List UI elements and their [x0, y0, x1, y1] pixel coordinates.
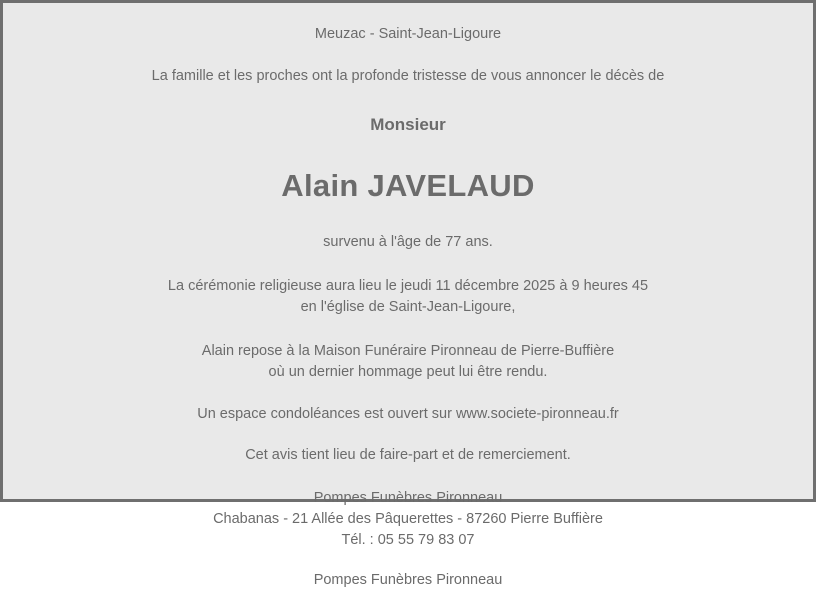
company-name-footer: Pompes Funèbres Pironneau: [313, 571, 503, 588]
thanks-text: Cet avis tient lieu de faire-part et de remerciement.: [245, 447, 571, 464]
repose-line-2: où un dernier hommage peut lui être rendu.: [268, 363, 548, 380]
ceremony-line-2: en l'église de Saint-Jean-Ligoure,: [300, 299, 516, 316]
civility-text: Monsieur: [370, 115, 446, 135]
age-text: survenu à l'âge de 77 ans.: [323, 233, 493, 250]
announcement-text: La famille et les proches ont la profonde tristesse de vous annoncer le décès de: [151, 67, 665, 84]
ceremony-block: [168, 276, 648, 318]
funeral-home-block: [213, 488, 603, 551]
repose-line-1: Alain repose à la Maison Funéraire Pironneau de Pierre-Buffière: [201, 342, 615, 359]
deceased-name: Alain JAVELAUD: [281, 168, 535, 204]
company-address: Chabanas - 21 Allée des Pâquerettes - 87260 Pierre Buffière: [213, 510, 603, 527]
company-name: Pompes Funèbres Pironneau: [313, 489, 503, 506]
repose-block: [202, 341, 614, 383]
condolences-text: Un espace condoléances est ouvert sur www.societe-pironneau.fr: [197, 405, 619, 422]
company-phone: Tél. : 05 55 79 83 07: [341, 531, 475, 548]
ceremony-line-1: La cérémonie religieuse aura lieu le jeudi 11 décembre 2025 à 9 heures 45: [167, 278, 649, 295]
locality-text: Meuzac - Saint-Jean-Ligoure: [314, 26, 502, 42]
